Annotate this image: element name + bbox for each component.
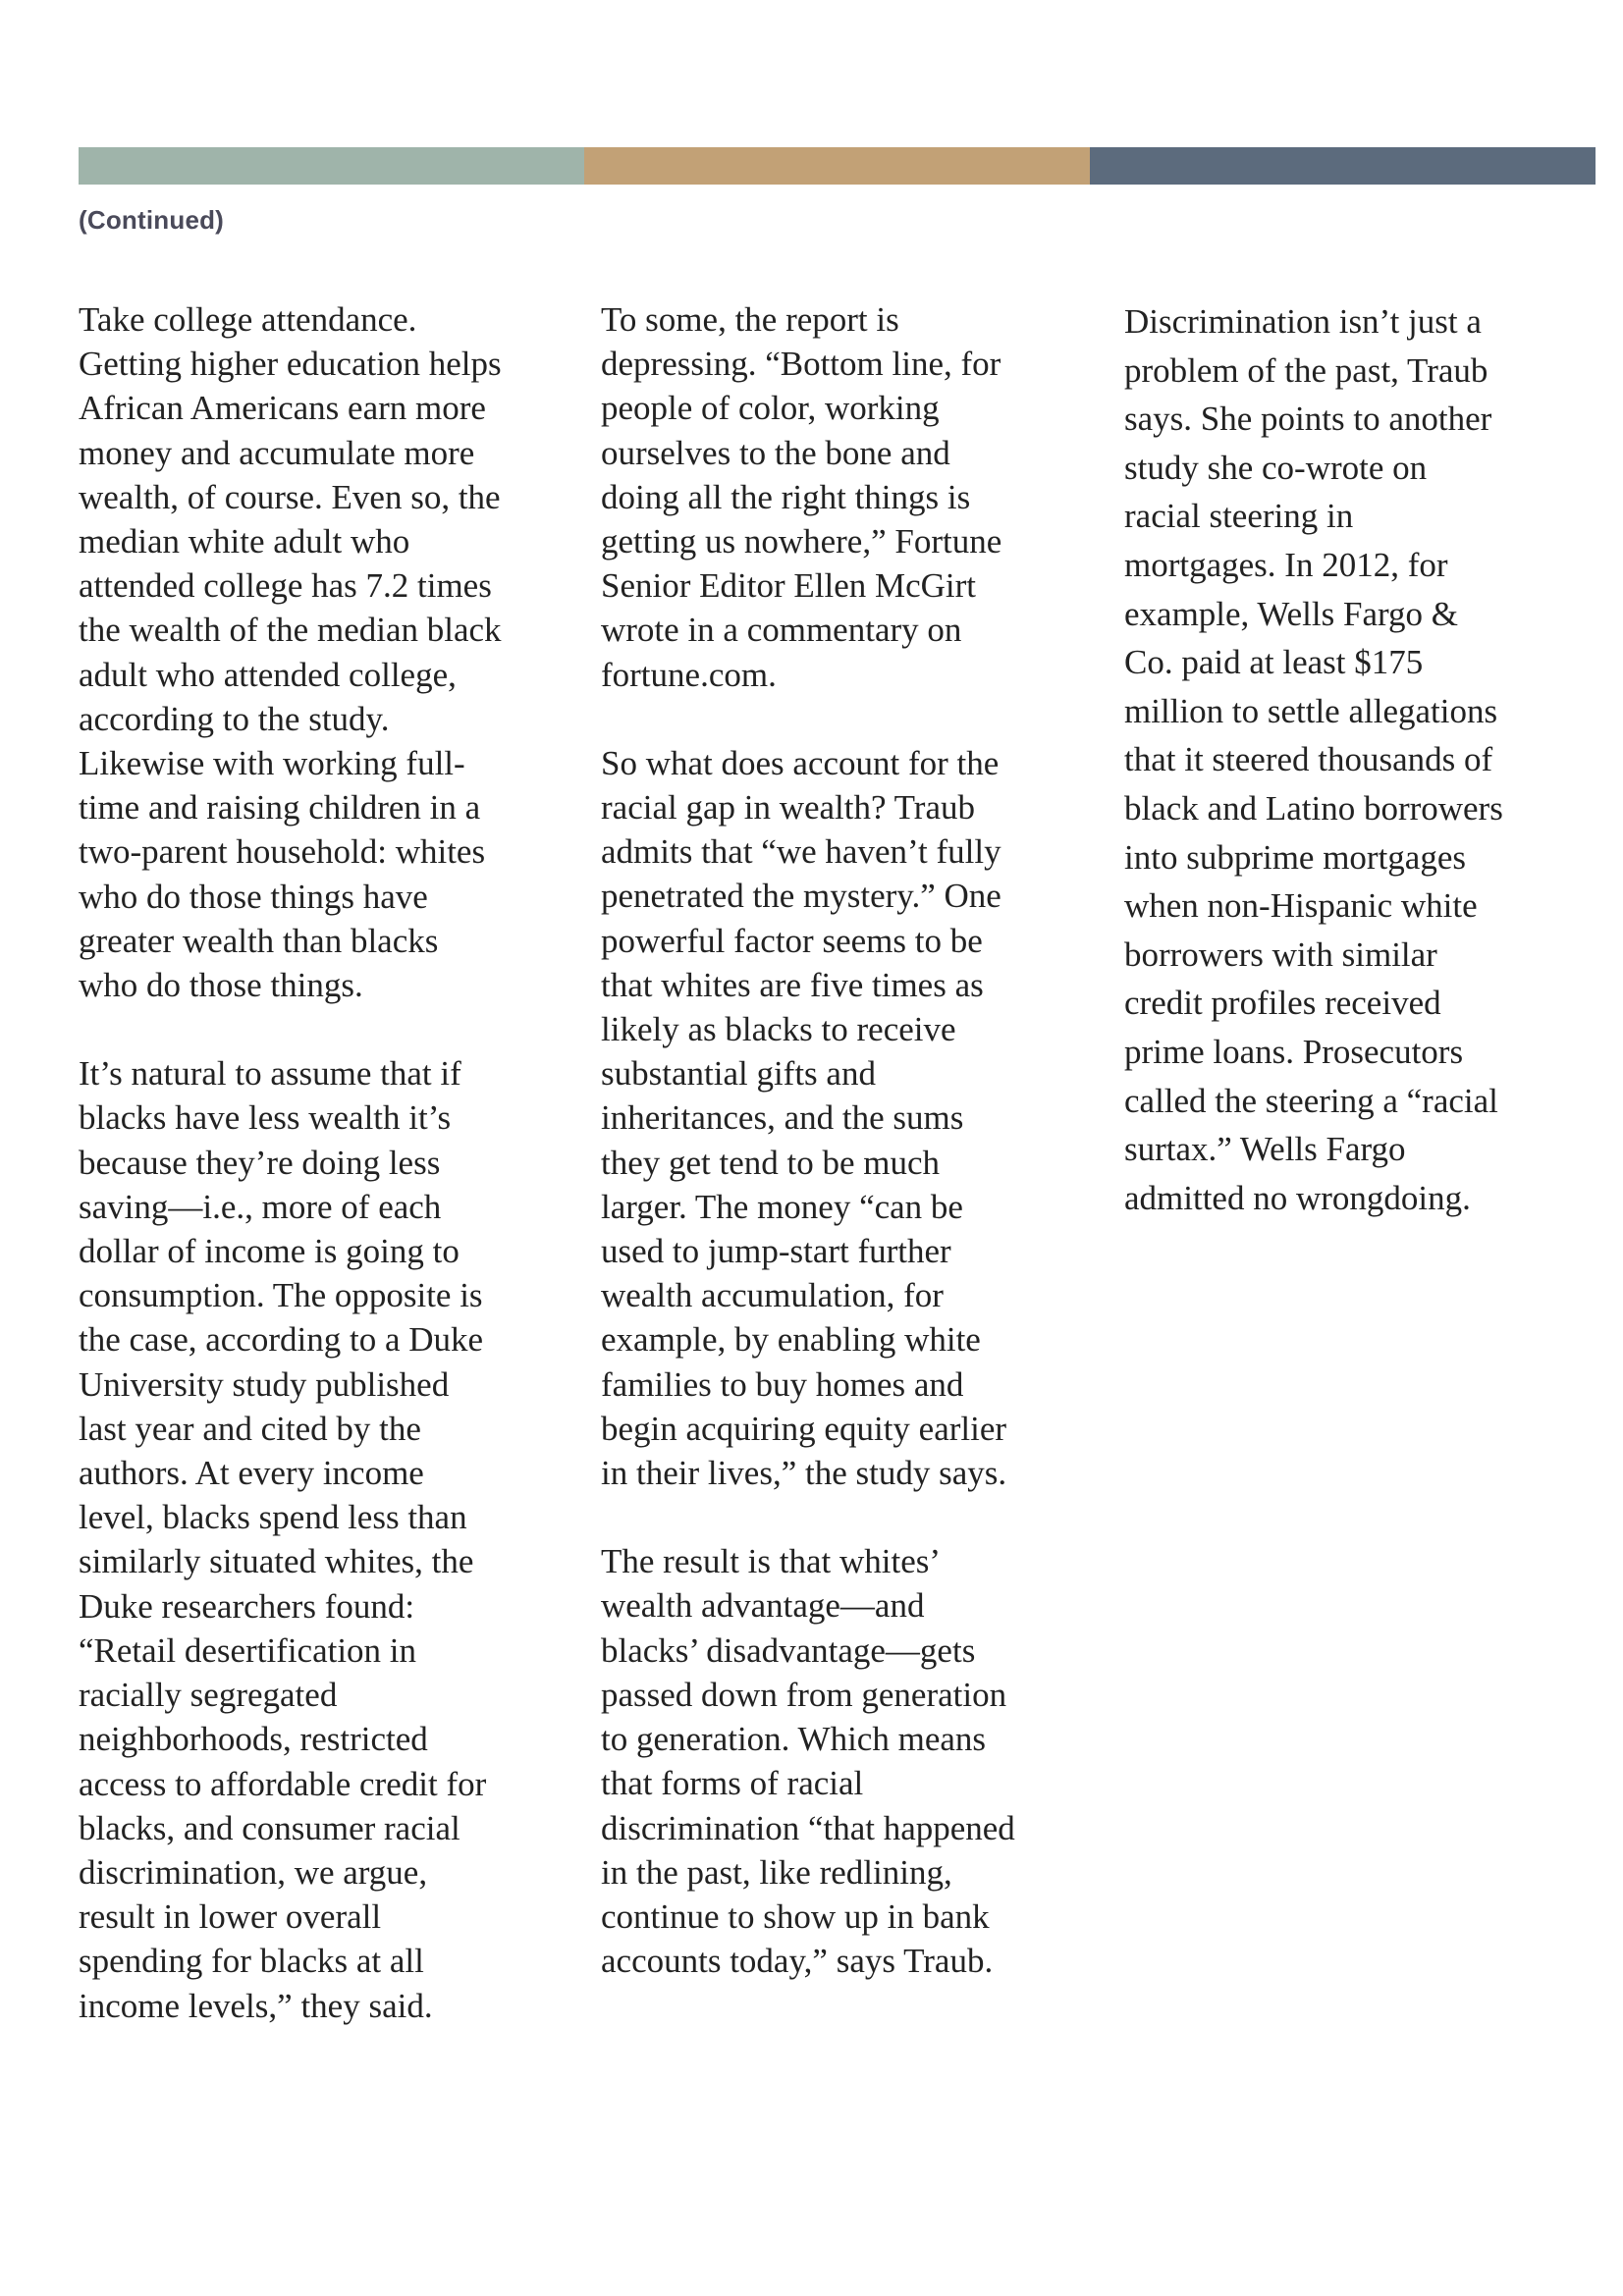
text-line: last year and cited by the: [79, 1409, 421, 1448]
text-line: the case, according to a Duke: [79, 1320, 484, 1360]
text-line: the wealth of the median black: [79, 611, 502, 650]
text-line: they get tend to be much: [601, 1143, 941, 1182]
text-line: mortgages. In 2012, for: [1124, 545, 1448, 584]
text-line: similarly situated whites, the: [79, 1542, 474, 1581]
text-line: wealth accumulation, for: [601, 1276, 944, 1315]
text-line: income levels,” they said.: [79, 1986, 433, 2025]
text-line: consumption. The opposite is: [79, 1276, 483, 1315]
text-line: admitted no wrongdoing.: [1124, 1178, 1471, 1217]
text-line: prime loans. Prosecutors: [1124, 1032, 1464, 1071]
text-line: who do those things.: [79, 966, 363, 1005]
paragraph: [1124, 297, 1596, 1222]
text-line: Duke researchers found:: [79, 1586, 415, 1626]
header-bar-segment-tan: [584, 147, 1090, 185]
text-line: example, by enabling white: [601, 1320, 981, 1360]
text-line: Likewise with working full-: [79, 744, 465, 783]
text-line: attended college has 7.2 times: [79, 566, 492, 606]
text-line: result in lower overall: [79, 1897, 382, 1937]
text-line: substantial gifts and: [601, 1054, 876, 1094]
header-color-bar: [79, 147, 1596, 185]
text-line: surtax.” Wells Fargo: [1124, 1130, 1406, 1169]
text-line: used to jump-start further: [601, 1232, 951, 1271]
paragraph: [79, 297, 569, 1007]
text-line: black and Latino borrowers: [1124, 788, 1503, 828]
text-line: to generation. Which means: [601, 1720, 987, 1759]
text-line: in their lives,” the study says.: [601, 1454, 1007, 1493]
header-bar-segment-sage: [79, 147, 584, 185]
text-line: families to buy homes and: [601, 1364, 964, 1404]
text-line: median white adult who: [79, 522, 410, 561]
text-line: blacks’ disadvantage—gets: [601, 1630, 976, 1670]
text-line: getting us nowhere,” Fortune: [601, 522, 1002, 561]
text-line: blacks have less wealth it’s: [79, 1098, 452, 1138]
text-line: wealth, of course. Even so, the: [79, 477, 501, 516]
text-line: access to affordable credit for: [79, 1764, 487, 1803]
text-line: example, Wells Fargo &: [1124, 594, 1459, 633]
text-line: called the steering a “racial: [1124, 1081, 1498, 1120]
text-line: neighborhoods, restricted: [79, 1720, 428, 1759]
text-line: University study published: [79, 1364, 450, 1404]
text-line: dollar of income is going to: [79, 1232, 460, 1271]
text-line: that it steered thousands of: [1124, 740, 1493, 779]
text-line: Co. paid at least $175: [1124, 643, 1424, 682]
text-line: wrote in a commentary on: [601, 611, 962, 650]
paragraph: [601, 1539, 1092, 1983]
text-line: problem of the past, Traub: [1124, 350, 1488, 390]
text-line: who do those things have: [79, 877, 428, 916]
text-line: African Americans earn more: [79, 389, 486, 428]
text-line: because they’re doing less: [79, 1143, 441, 1182]
text-line: wealth advantage—and: [601, 1586, 925, 1626]
text-line: discrimination, we argue,: [79, 1852, 428, 1892]
text-line: passed down from generation: [601, 1675, 1007, 1714]
text-line: into subprime mortgages: [1124, 837, 1467, 877]
text-line: million to settle allegations: [1124, 691, 1498, 730]
text-line: discrimination “that happened: [601, 1808, 1015, 1847]
text-line: credit profiles received: [1124, 984, 1441, 1023]
text-line: racially segregated: [79, 1676, 338, 1715]
text-line: fortune.com.: [601, 655, 777, 694]
text-line: continue to show up in bank: [601, 1896, 990, 1936]
text-line: Getting higher education helps: [79, 345, 502, 384]
paragraph: [601, 297, 1092, 697]
text-line: larger. The money “can be: [601, 1187, 963, 1226]
text-line: spending for blacks at all: [79, 1942, 424, 1981]
text-line: racial gap in wealth? Traub: [601, 788, 976, 828]
text-line: borrowers with similar: [1124, 934, 1437, 974]
text-line: according to the study.: [79, 699, 390, 738]
text-line: blacks, and consumer racial: [79, 1808, 460, 1847]
text-line: greater wealth than blacks: [79, 921, 439, 960]
text-line: time and raising children in a: [79, 788, 481, 828]
article-column-2: [601, 297, 1092, 2027]
text-line: says. She points to another: [1124, 400, 1492, 439]
article-column-3: [1124, 297, 1596, 1271]
text-line: when non-Hispanic white: [1124, 886, 1478, 926]
text-line: inheritances, and the sums: [601, 1098, 964, 1138]
text-line: ourselves to the bone and: [601, 433, 950, 472]
text-line: racial steering in: [1124, 497, 1354, 536]
article-column-1: [79, 297, 569, 2072]
text-line: study she co-wrote on: [1124, 448, 1428, 487]
text-line: Discrimination isn’t just a: [1124, 302, 1482, 341]
text-line: money and accumulate more: [79, 433, 475, 472]
text-line: two-parent household: whites: [79, 832, 486, 872]
text-line: Take college attendance.: [79, 300, 417, 339]
text-line: authors. At every income: [79, 1454, 424, 1493]
text-line: admits that “we haven’t fully: [601, 832, 1001, 872]
paragraph: [79, 1051, 569, 2027]
paragraph: [601, 741, 1092, 1495]
text-line: adult who attended college,: [79, 655, 457, 694]
text-line: penetrated the mystery.” One: [601, 877, 1001, 916]
text-line: To some, the report is: [601, 300, 899, 339]
text-line: doing all the right things is: [601, 477, 971, 516]
text-line: powerful factor seems to be: [601, 921, 983, 960]
text-line: that forms of racial: [601, 1764, 864, 1803]
text-line: So what does account for the: [601, 743, 1000, 782]
text-line: begin acquiring equity earlier: [601, 1409, 1007, 1448]
text-line: accounts today,” says Traub.: [601, 1942, 994, 1981]
continued-label: (Continued): [79, 205, 225, 235]
text-line: that whites are five times as: [601, 965, 984, 1004]
text-line: depressing. “Bottom line, for: [601, 345, 1001, 384]
text-line: likely as blacks to receive: [601, 1010, 956, 1049]
text-line: saving—i.e., more of each: [79, 1187, 442, 1226]
text-line: level, blacks spend less than: [79, 1498, 467, 1537]
text-line: It’s natural to assume that if: [79, 1054, 461, 1094]
text-line: “Retail desertification in: [79, 1630, 417, 1670]
text-line: The result is that whites’: [601, 1542, 942, 1581]
text-line: in the past, like redlining,: [601, 1852, 952, 1892]
text-line: Senior Editor Ellen McGirt: [601, 566, 977, 606]
text-line: people of color, working: [601, 389, 940, 428]
header-bar-segment-slate: [1090, 147, 1596, 185]
